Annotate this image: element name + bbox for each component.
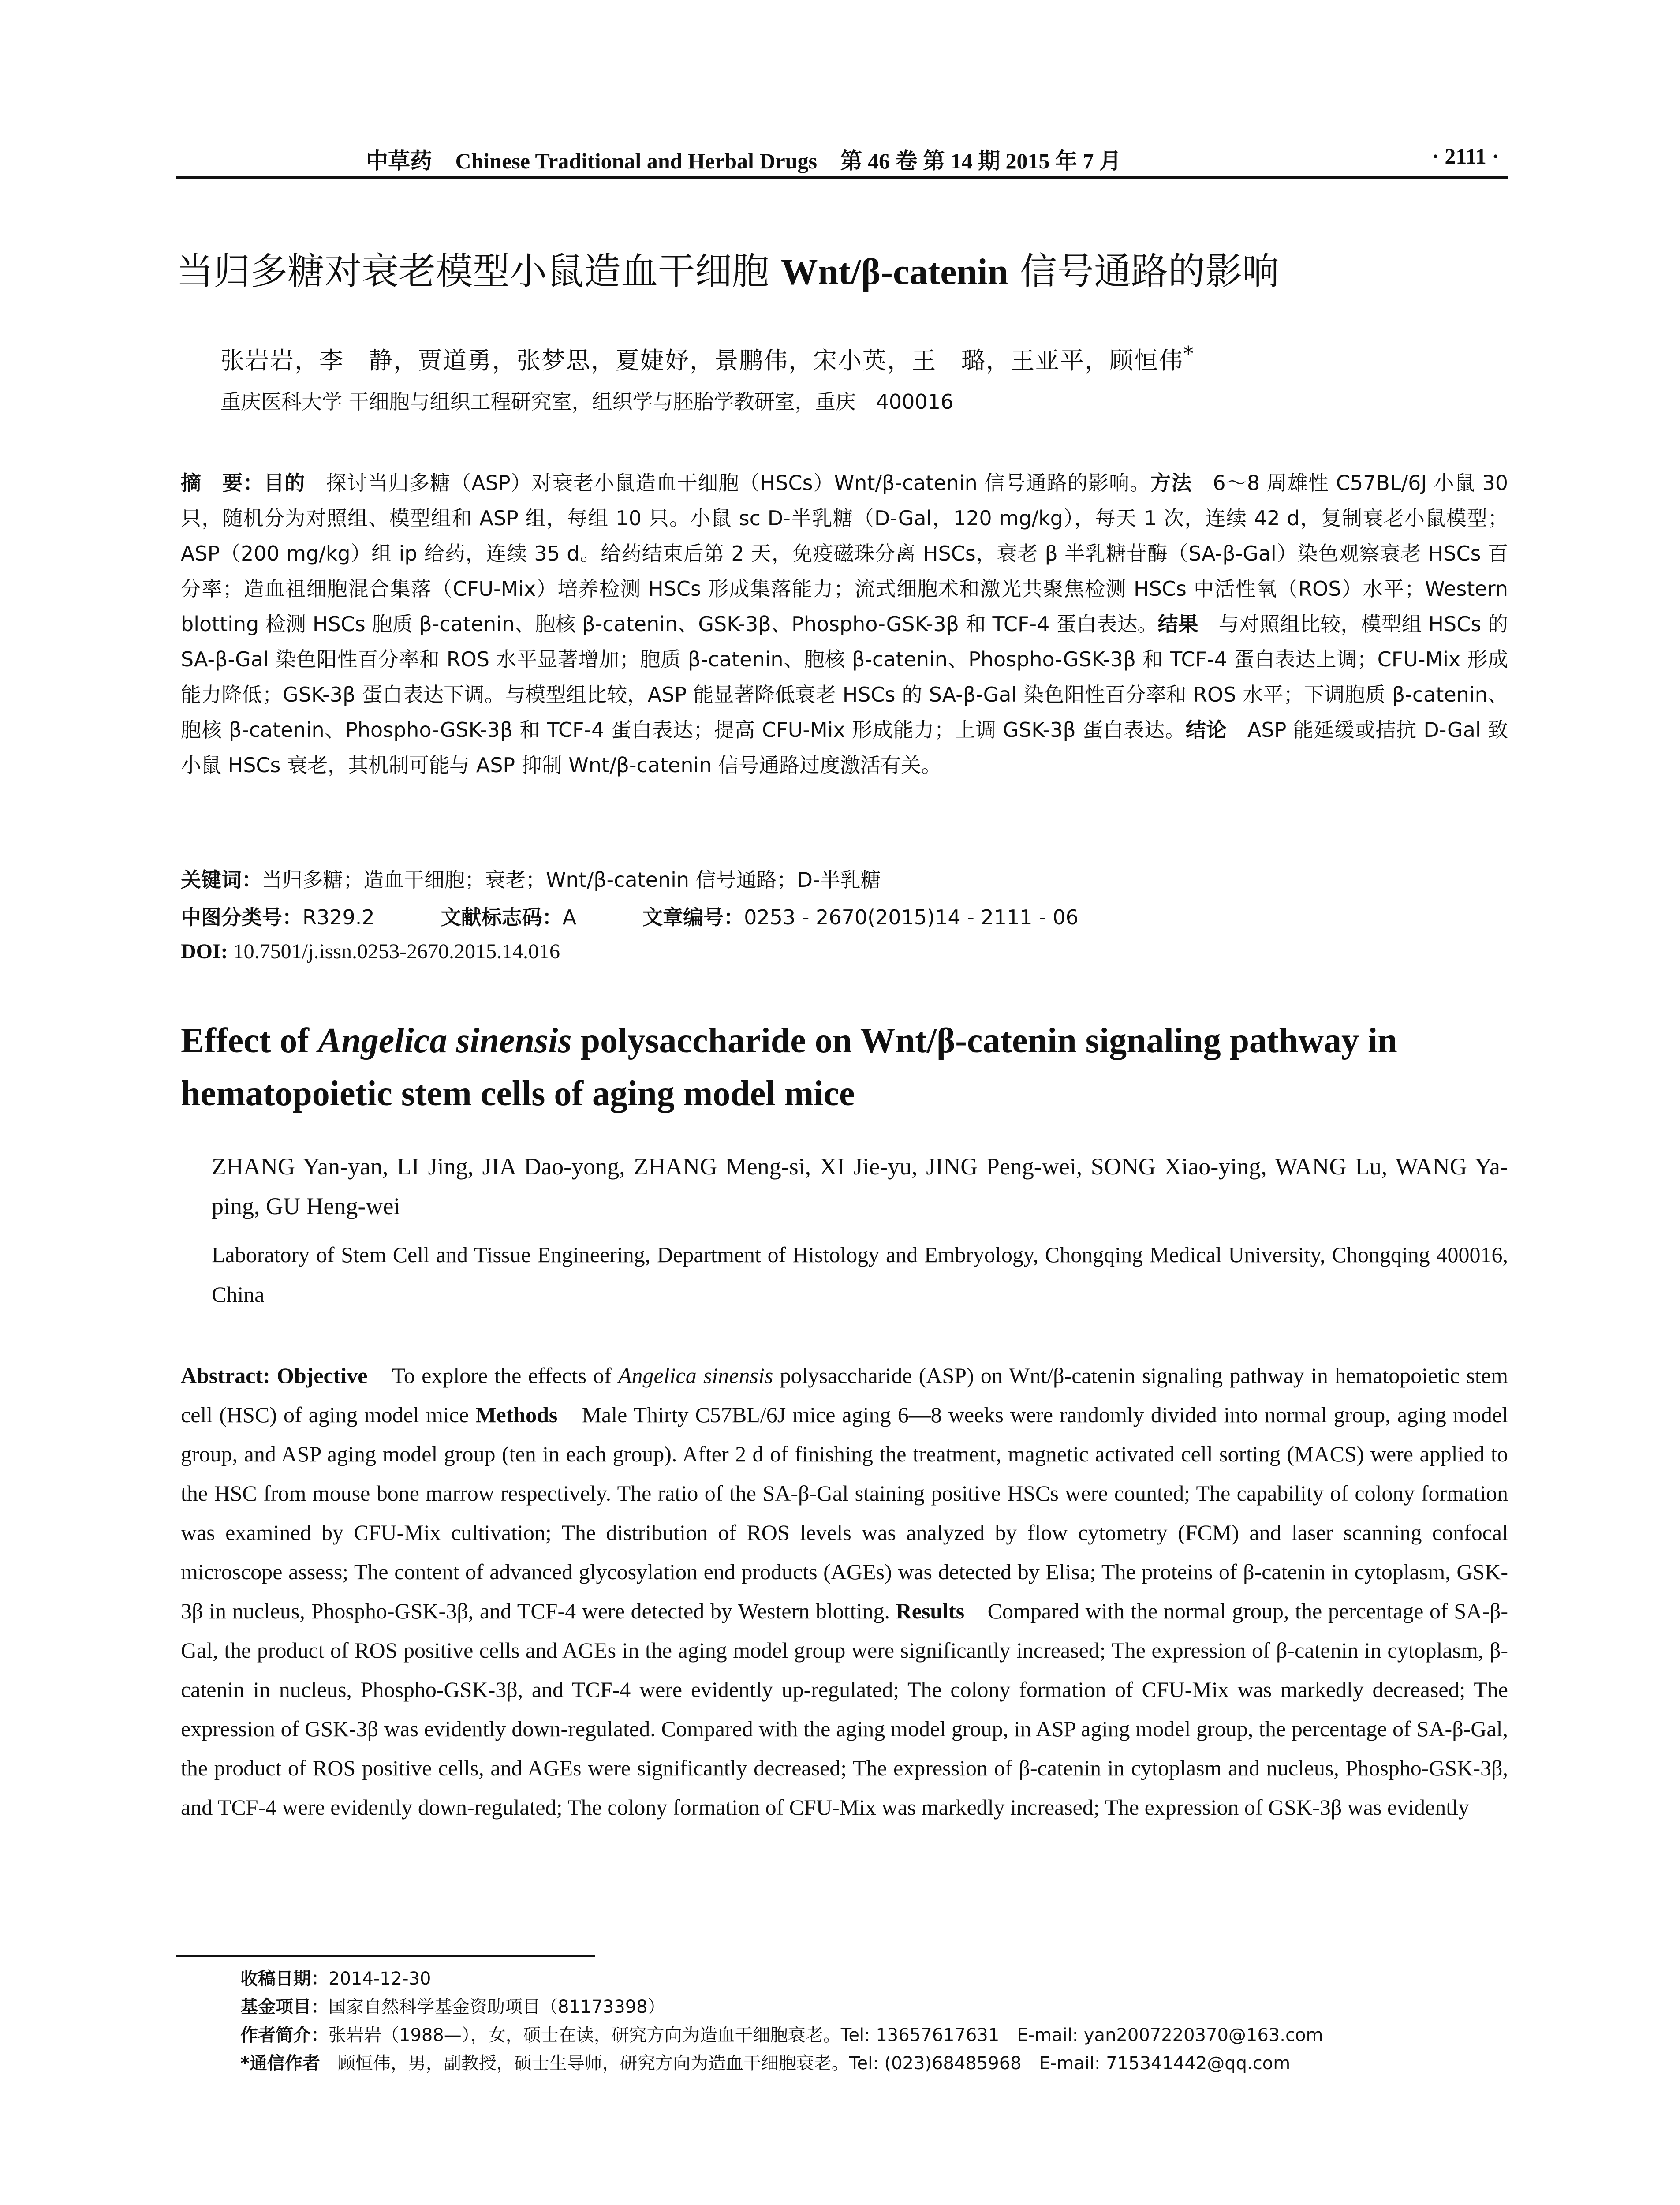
received-label: 收稿日期： <box>240 1969 329 1989</box>
journal-name-cn: 中草药 <box>366 148 432 174</box>
footnote-fund <box>240 1993 1510 2021</box>
author-bio-value: 张岩岩（1988—），女，硕士在读，研究方向为造血干细胞衰老。Tel: 13657617631 E-mail: yan2007220370@163.com <box>329 2025 1323 2045</box>
received-value: 2014-12-30 <box>329 1969 431 1989</box>
doi-value[interactable]: 10.7501/j.issn.0253-2670.2015.14.016 <box>228 940 560 963</box>
keywords <box>181 862 1508 897</box>
chinese-author-list: 张岩岩，李 静，贾道勇，张梦思，夏婕妤，景鹏伟，宋小英，王 璐，王亚平，顾恒伟 <box>220 347 1183 374</box>
doc-code-value: A <box>562 905 577 929</box>
english-title-italic: Angelica sinensis <box>317 1021 572 1060</box>
english-authors: ZHANG Yan-yan, LI Jing, JIA Dao-yong, ZHANG Meng-si, XI Jie-yu, JING Peng-wei, SONG Xiao-ying, WANG Lu, WANG Ya-ping, GU Heng-wei <box>212 1153 1508 1219</box>
chinese-affiliation: 重庆医科大学 干细胞与组织工程研究室，组织学与胚胎学教研室，重庆 400016 <box>220 390 954 414</box>
english-affiliation: Laboratory of Stem Cell and Tissue Engineering, Department of Histology and Embryology, Chongqing Medical University, Chongqing 400016, China <box>212 1242 1508 1307</box>
footnote-rule <box>176 1955 595 1957</box>
chinese-title-part2: 信号通路的影响 <box>1008 250 1279 293</box>
objective-text-en-2: polysaccharide (ASP) on Wnt/β-catenin signaling pathway in hematopoietic stem cell (HSC) of aging model mice <box>181 1363 1508 1427</box>
footnotes <box>240 1965 1510 2078</box>
results-text-cn: 与对照组比较，模型组 HSCs 的 SA-β-Gal 染色阳性百分率和 ROS 水平显著增加；胞质 β-catenin、胞核 β-catenin、Phospho-GSK-3β 和 TCF-4 蛋白表达上调；CFU-Mix 形成能力降低；GSK-3β 蛋白表达下调。与模型组比较，ASP 能显著降低衰老 HSCs 的 SA-β-Gal 染色阳性百分率和 ROS 水平；下调胞质 β-catenin、胞核 β-catenin、Phospho-GSK-3β 和 TCF-4 蛋白表达；提高 CFU-Mix 形成能力；上调 GSK-3β 蛋白表达。 <box>181 612 1508 742</box>
issue-info: 第 46 卷 第 14 期 2015 年 7 月 <box>840 149 1121 173</box>
fund-value: 国家自然科学基金资助项目（81173398） <box>329 1997 665 2017</box>
doi-line <box>181 939 560 964</box>
results-text-en: Compared with the normal group, the percentage of SA-β-Gal, the product of ROS positive cells and AGEs in the aging model group were significantly increased; The expression of β-catenin in cytoplasm, β-catenin in nucleus, Phospho-GSK-3β, and TCF-4 were evidently up-regulated; The colony formation of CFU-Mix was markedly decreased; The expression of GSK-3β was evidently down-regulated. Compared with the aging model group, in ASP aging model group, the percentage of SA-β-Gal, the product of ROS positive cells, and AGEs were significantly decreased; The expression of β-catenin in cytoplasm and nucleus, Phospho-GSK-3β, and TCF-4 were evidently down-regulated; The colony formation of CFU-Mix was markedly increased; The expression of GSK-3β was evidently <box>181 1599 1508 1820</box>
methods-text-cn: 6～8 周雄性 C57BL/6J 小鼠 30 只，随机分为对照组、模型组和 ASP 组，每组 10 只。小鼠 sc D-半乳糖（D-Gal，120 mg/kg），每天 1 次，连续 42 d，复制衰老小鼠模型；ASP（200 mg/kg）组 ip 给药，连续 35 d。给药结束后第 2 天，免疫磁珠分离 HSCs，衰老 β 半乳糖苷酶（SA-β-Gal）染色观察衰老 HSCs 百分率；造血祖细胞混合集落（CFU-Mix）培养检测 HSCs 形成集落能力；流式细胞术和激光共聚焦检测 HSCs 中活性氧（ROS）水平；Western blotting 检测 HSCs 胞质 β-catenin、胞核 β-catenin、GSK-3β、Phospho-GSK-3β 和 TCF-4 蛋白表达。 <box>181 471 1508 636</box>
results-label-cn: 结果 <box>1157 612 1198 636</box>
results-label-en: Results <box>896 1599 965 1623</box>
methods-text-en: Male Thirty C57BL/6J mice aging 6—8 weeks were randomly divided into normal group, aging model group, and ASP aging model group (ten in each group). After 2 d of finishing the treatment, magnetic activated cell sorting (MACS) were applied to the HSC from mouse bone marrow respectively. The ratio of the SA-β-Gal staining positive HSCs were counted; The capability of colony formation was examined by CFU-Mix cultivation; The distribution of ROS levels was analyzed by flow cytometry (FCM) and laser scanning confocal microscope assess; The content of advanced glycosylation end products (AGEs) was detected by Elisa; The proteins of β-catenin in cytoplasm, GSK-3β in nucleus, Phospho-GSK-3β, and TCF-4 were detected by Western blotting. <box>181 1402 1508 1623</box>
page-number: · 2111 · <box>1432 144 1499 168</box>
keywords-text: 当归多糖；造血干细胞；衰老；Wnt/β-catenin 信号通路；D-半乳糖 <box>262 868 881 892</box>
author-bio-label: 作者简介： <box>240 2025 329 2045</box>
classification-line <box>181 900 1508 935</box>
article-number-value: 0253 - 2670(2015)14 - 2111 - 06 <box>744 905 1079 929</box>
conclusion-text-cn: ASP 能延缓或拮抗 D-Gal 致小鼠 HSCs 衰老，其机制可能与 ASP 抑制 Wnt/β-catenin 信号通路过度激活有关。 <box>181 718 1508 777</box>
clc-value: R329.2 <box>302 905 375 929</box>
corresponding-value: 顾恒伟，男，副教授，硕士生导师，研究方向为造血干细胞衰老。Tel: (023)68485968 E-mail: 715341442@qq.com <box>320 2053 1291 2074</box>
chinese-authors <box>220 342 1499 376</box>
objective-text-cn: 探讨当归多糖（ASP）对衰老小鼠造血干细胞（HSCs）Wnt/β-catenin 信号通路的影响。 <box>305 471 1151 495</box>
chinese-abstract <box>181 465 1508 783</box>
corresponding-mark: * <box>1183 342 1195 365</box>
doc-code-label: 文献标志码： <box>441 905 563 929</box>
english-title <box>181 1014 1508 1120</box>
methods-label-cn: 方法 <box>1150 471 1192 495</box>
clc-label: 中图分类号： <box>181 905 302 929</box>
conclusion-label-cn: 结论 <box>1185 718 1227 742</box>
article-number-label: 文章编号： <box>642 905 744 929</box>
english-abstract <box>181 1356 1508 1827</box>
objective-label-cn: 目的 <box>264 471 306 495</box>
journal-name-en: Chinese Traditional and Herbal Drugs <box>455 149 817 173</box>
abstract-label-en: Abstract: Objective <box>181 1363 368 1388</box>
journal-info <box>366 143 1121 175</box>
header-rule <box>176 176 1508 179</box>
footnote-corresponding <box>240 2049 1510 2078</box>
footnote-author <box>240 2021 1510 2049</box>
running-header <box>176 135 1508 175</box>
chinese-title-part1: 当归多糖对衰老模型小鼠造血干细胞 <box>176 250 781 293</box>
objective-text-en-1: To explore the effects of <box>367 1363 619 1388</box>
fund-label: 基金项目： <box>240 1997 329 2017</box>
footnote-received <box>240 1965 1510 1993</box>
doi-label: DOI: <box>181 940 228 963</box>
english-title-part2: polysaccharide on Wnt/β-catenin signaling pathway in hematopoietic stem cells of aging model mice <box>181 1021 1397 1113</box>
corresponding-label: *通信作者 <box>240 2053 320 2074</box>
chinese-title-bold: Wnt/β-catenin <box>780 251 1008 292</box>
english-title-part1: Effect of <box>181 1021 318 1060</box>
methods-label-en: Methods <box>475 1402 558 1427</box>
chinese-title <box>176 245 1508 299</box>
abstract-label-cn: 摘 要： <box>181 471 264 495</box>
objective-italic-en: Angelica sinensis <box>618 1363 773 1388</box>
keywords-label: 关键词： <box>181 868 262 892</box>
